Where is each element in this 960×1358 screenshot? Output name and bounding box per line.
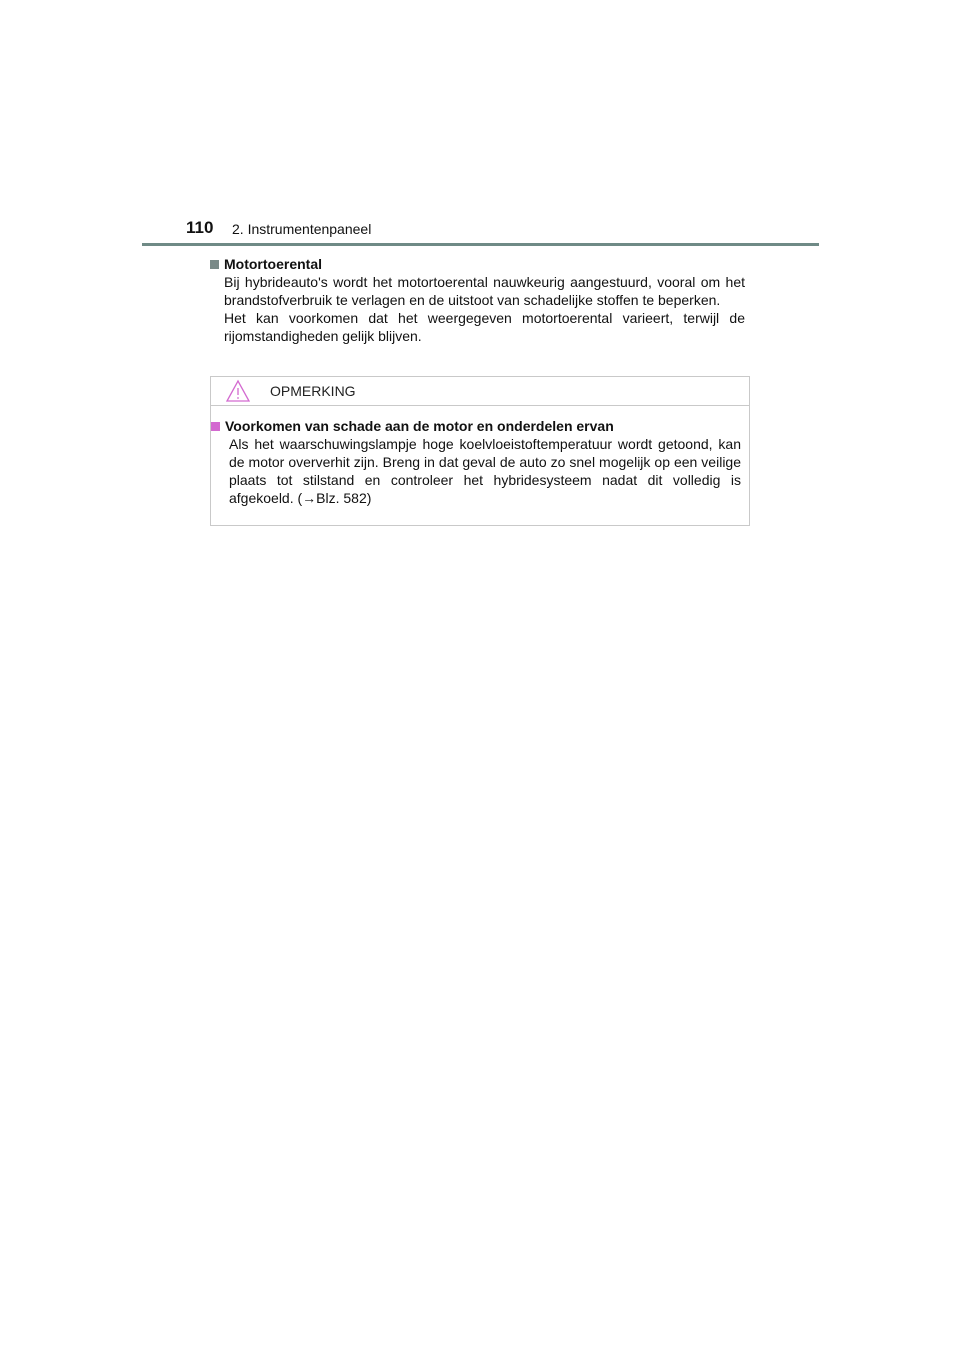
header-rule — [142, 243, 819, 246]
notice-box — [210, 376, 750, 526]
section-paragraph-1: Bij hybrideauto's wordt het motortoerental nauwkeurig aangestuurd, vooral om het brandstofverbruik te verlagen en de uitstoot van schadelijke stoffen te beperken. — [224, 274, 745, 308]
chapter-title: 2. Instrumentenpaneel — [232, 221, 372, 237]
notice-title: OPMERKING — [270, 383, 356, 399]
section-heading-text: Motortoerental — [224, 256, 322, 272]
square-bullet-icon — [211, 422, 220, 431]
notice-heading — [211, 417, 741, 435]
page-number: 110 — [186, 218, 214, 237]
notice-paragraph: Als het waarschuwingslampje hoge koelvloeistoftemperatuur wordt getoond, kan de motor oververhit zijn. Breng in dat geval de auto zo snel mogelijk op een veilige plaats tot stilstand en controleer het hybridesysteem nadat dit volledig is afgekoeld. (→Blz. 582) — [229, 436, 741, 506]
page-header — [0, 0, 960, 250]
notice-header — [211, 377, 749, 406]
section-heading — [210, 255, 745, 273]
notice-body — [211, 417, 741, 507]
notice-heading-text: Voorkomen van schade aan de motor en onderdelen ervan — [225, 418, 614, 434]
square-bullet-icon — [210, 260, 219, 269]
section-paragraph-2: Het kan voorkomen dat het weergegeven motortoerental varieert, terwijl de rijomstandigheden gelijk blijven. — [224, 310, 745, 344]
motortoerental-section — [210, 255, 745, 345]
warning-triangle-icon — [225, 379, 251, 403]
